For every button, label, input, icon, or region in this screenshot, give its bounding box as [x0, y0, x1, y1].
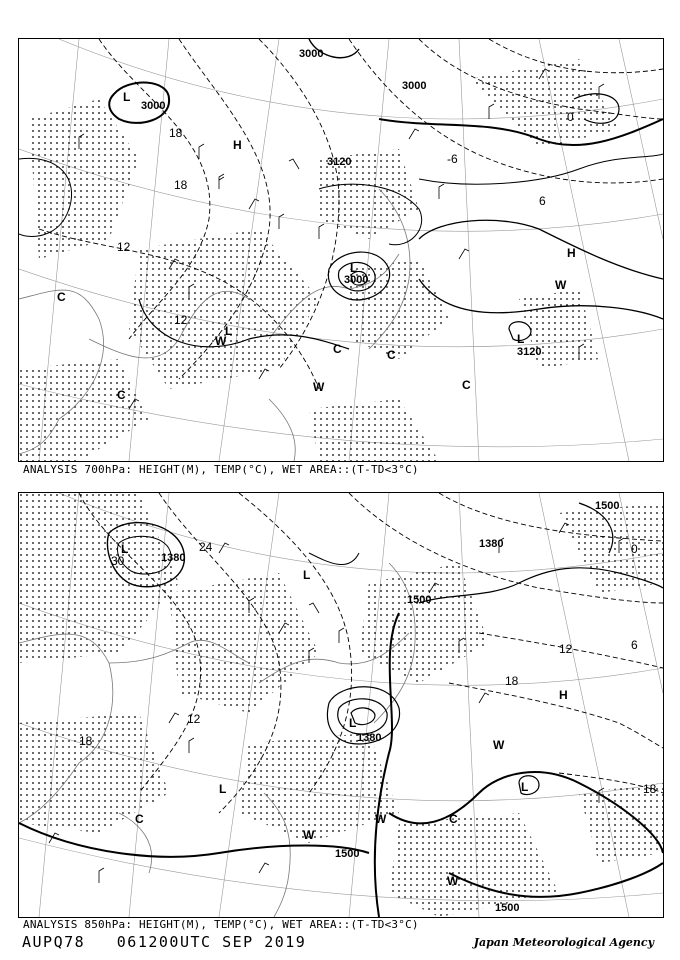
cold-center: C: [57, 290, 66, 304]
map-850hpa: [19, 493, 663, 917]
chart-identifier: [22, 933, 306, 951]
cold-center: C: [449, 812, 458, 826]
height-label: 3000: [299, 48, 324, 60]
agency-name: Japan Meteorological Agency: [473, 936, 654, 949]
isotherm-label: 12: [187, 712, 201, 726]
height-label: 1380: [161, 552, 186, 564]
chart-700hpa: [18, 38, 664, 462]
low-center: L: [219, 782, 227, 796]
isotherm-label: 6: [539, 194, 546, 208]
cold-center: C: [135, 812, 144, 826]
isotherm-label: 18: [169, 126, 183, 140]
wet-area: [19, 59, 619, 461]
valid-time: 061200UTC SEP 2019: [116, 933, 307, 951]
center-markers: [57, 90, 576, 402]
high-center: H: [559, 688, 568, 702]
isotherm-label: 18: [79, 734, 93, 748]
chart-850hpa: [18, 492, 664, 918]
isotherm-label: -6: [447, 152, 458, 166]
low-center: L: [517, 332, 525, 346]
warm-center: W: [215, 334, 227, 348]
warm-center: W: [555, 278, 567, 292]
low-center: L: [123, 90, 131, 104]
isotherm-label: 18: [643, 782, 657, 796]
cold-center: C: [117, 388, 126, 402]
map-700hpa: [19, 39, 663, 461]
low-center: L: [121, 542, 129, 556]
height-label: 3000: [344, 274, 369, 286]
warm-center: W: [375, 812, 387, 826]
isotherm-label: 30: [111, 554, 125, 568]
warm-center: W: [493, 738, 505, 752]
isotherm-label: 24: [199, 540, 213, 554]
height-label: 1380: [479, 538, 504, 550]
isotherm-label: 12: [174, 313, 188, 327]
isotherm-label: 18: [505, 674, 519, 688]
low-center: L: [349, 716, 357, 730]
height-label: 3120: [327, 156, 352, 168]
height-label: 1500: [407, 594, 432, 606]
isotherm-label: 12: [117, 240, 131, 254]
height-label: 3000: [402, 80, 427, 92]
chart-caption-700hpa: ANALYSIS 700hPa: HEIGHT(M), TEMP(°C), WET AREA::(T-TD<3°C): [23, 463, 419, 476]
height-label: 1500: [495, 902, 520, 914]
cold-center: C: [387, 348, 396, 362]
isotherm-label: 0: [567, 110, 574, 124]
warm-center: W: [303, 828, 315, 842]
chart-caption-850hpa: ANALYSIS 850hPa: HEIGHT(M), TEMP(°C), WET AREA::(T-TD<3°C): [23, 918, 419, 931]
high-center: H: [567, 246, 576, 260]
warm-center: W: [447, 874, 459, 888]
low-center: L: [303, 568, 311, 582]
warm-center: W: [313, 380, 325, 394]
height-label: 1380: [357, 732, 382, 744]
low-center: L: [521, 780, 529, 794]
chart-code: AUPQ78: [22, 933, 86, 951]
cold-center: C: [333, 342, 342, 356]
height-label: 3000: [141, 100, 166, 112]
isotherm-label: 6: [631, 638, 638, 652]
height-label: 1500: [335, 848, 360, 860]
low-center: L: [350, 261, 358, 275]
cold-center: C: [462, 378, 471, 392]
isotherm-label: 18: [174, 178, 188, 192]
height-label: 1500: [595, 500, 620, 512]
height-label: 3120: [517, 346, 542, 358]
isotherm-label: 12: [559, 642, 573, 656]
high-center: H: [233, 138, 242, 152]
low-center: L: [225, 324, 233, 338]
isotherm-label: 0: [631, 542, 638, 556]
